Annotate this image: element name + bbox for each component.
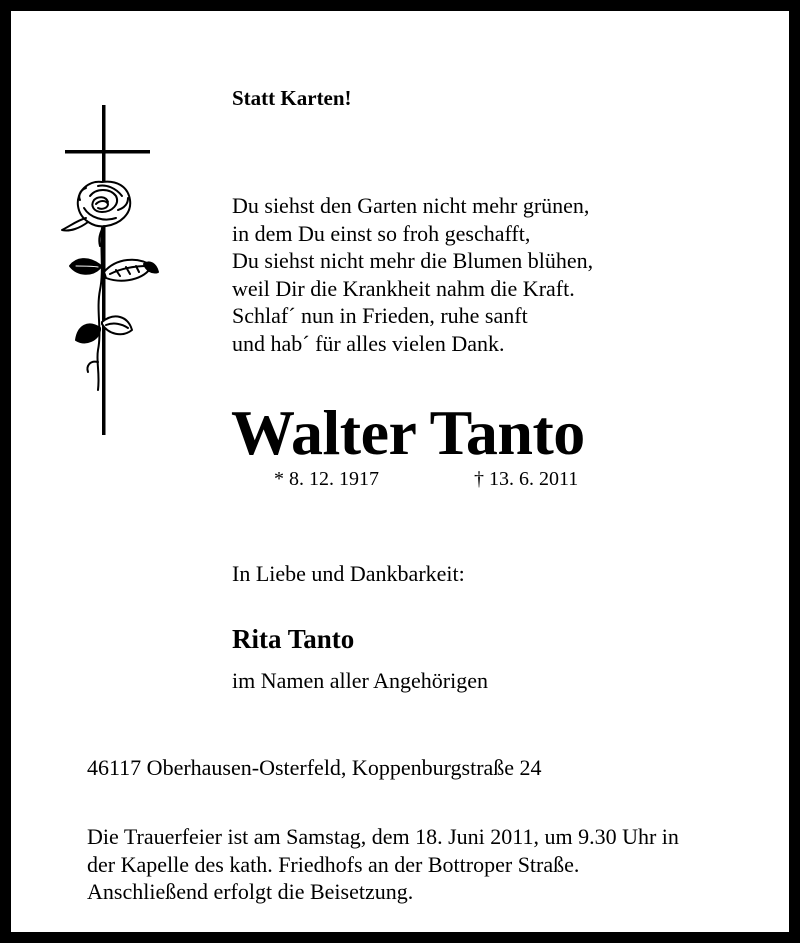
- poem-line: Schlaf´ nun in Frieden, ruhe sanft: [232, 303, 528, 328]
- birth-date: * 8. 12. 1917: [274, 468, 379, 490]
- funeral-line: der Kapelle des kath. Friedhofs an der Bottroper Straße.: [87, 851, 580, 877]
- death-date: † 13. 6. 2011: [474, 468, 579, 490]
- deceased-name: Walter Tanto: [231, 397, 585, 468]
- poem-line: und hab´ für alles vielen Dank.: [232, 330, 505, 356]
- thanks-line: In Liebe und Dankbarkeit:: [232, 561, 465, 586]
- funeral-line: Anschließend erfolgt die Beisetzung.: [87, 879, 414, 904]
- funeral-details: [87, 823, 679, 906]
- poem-line: Du siehst den Garten nicht mehr grünen,: [232, 193, 590, 218]
- poem-verse: [232, 192, 593, 357]
- funeral-line: Die Trauerfeier ist am Samstag, dem 18. Juni 2011, um 9.30 Uhr in: [87, 824, 679, 849]
- rose-icon: [62, 182, 158, 390]
- family-line: im Namen aller Angehörigen: [232, 668, 488, 693]
- poem-line: Du siehst nicht mehr die Blumen blühen,: [232, 248, 594, 273]
- survivor-name: Rita Tanto: [232, 624, 355, 654]
- poem-line: weil Dir die Krankheit nahm die Kraft.: [232, 275, 575, 301]
- address-line: 46117 Oberhausen-Osterfeld, Koppenburgstraße 24: [87, 755, 542, 780]
- intro-heading: Statt Karten!: [232, 86, 352, 110]
- poem-line: in dem Du einst so froh geschafft,: [232, 220, 531, 246]
- cross-with-rose-emblem: [40, 100, 170, 440]
